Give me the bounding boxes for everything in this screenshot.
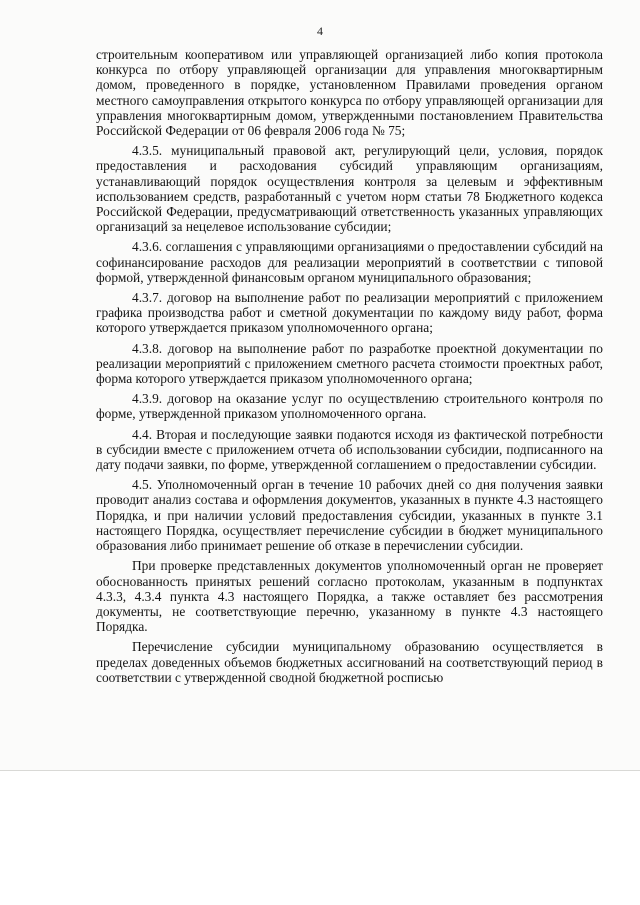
paragraph-transfer: Перечисление субсидии муниципальному образованию осуществляется в пределах доведенных объемов бюджетных ассигнований на соответствующий период в соответствии с утвержденной сводной бюджетной росписью xyxy=(96,639,603,685)
paragraph-continuation: строительным кооперативом или управляющей организацией либо копия протокола конкурса по отбору управляющей организации для управления многоквартирным домом, проведенного в порядке, установленном Правилами проведения органом местного самоуправления открытого конкурса по отбору управляющей организации для управления многоквартирным домом, утвержденными постановлением Правительства Российской Федерации от 06 февраля 2006 года № 75; xyxy=(96,47,603,139)
blank-margin-area xyxy=(0,771,640,905)
paragraph-4-4: 4.4. Вторая и последующие заявки подаются исходя из фактической потребности в субсидии вместе с приложением отчета об использовании субсидии, подписанного на дату подачи заявки, по форме, утвержденной соглашением о предоставлении субсидии. xyxy=(96,426,603,473)
paragraph-4-3-9: 4.3.9. договор на оказание услуг по осуществлению строительного контроля по форме, утвержденной приказом уполномоченного органа. xyxy=(96,391,603,422)
paragraph-4-3-8: 4.3.8. договор на выполнение работ по разработке проектной документации по реализации мероприятий с приложением сметного расчета стоимости проектных работ, форма которого утверждается приказом уполномоченного органа; xyxy=(96,340,603,387)
paragraph-verification: При проверке представленных документов уполномоченный орган не проверяет обоснованность принятых решений согласно протоколам, указанным в подпунктах 4.3.3, 4.3.4 пункта 4.3 настоящего Порядка, а также оставляет без рассмотрения документы, не соответствующие перечню, указанному в пункте 4.3 настоящего Порядка. xyxy=(96,558,603,635)
page-number: 4 xyxy=(317,24,323,38)
paragraph-4-3-7: 4.3.7. договор на выполнение работ по реализации мероприятий с приложением графика производства работ и сметной документации по каждому виду работ, форма которого утверждается приказом уполномоченного органа; xyxy=(96,290,603,336)
paragraph-4-3-5: 4.3.5. муниципальный правовой акт, регулирующий цели, условия, порядок предоставления и расходования субсидий управляющим организациям, устанавливающий порядок осуществления контроля за целевым и эффективным использованием средств, разработанный с учетом норм статьи 78 Бюджетного кодекса Российской Федерации, предусматривающий ответственность указанных управляющих организаций за нецелевое использование субсидии; xyxy=(96,143,603,235)
paragraph-4-3-6: 4.3.6. соглашения с управляющими организациями о предоставлении субсидий на софинансирование расходов для реализации мероприятий в соответствии с типовой формой, утвержденной финансовым органом муниципального образования; xyxy=(96,239,603,285)
paragraph-4-5: 4.5. Уполномоченный орган в течение 10 рабочих дней со дня получения заявки проводит анализ состава и оформления документов, указанных в пункте 4.3 настоящего Порядка, и при наличии условий предоставления субсидии, указанных в пункте 3.1 настоящего Порядка, осуществляет перечисление субсидии в бюджет муниципального образования либо принимает решение об отказе в перечислении субсидии. xyxy=(96,477,603,554)
document-body xyxy=(96,47,603,690)
